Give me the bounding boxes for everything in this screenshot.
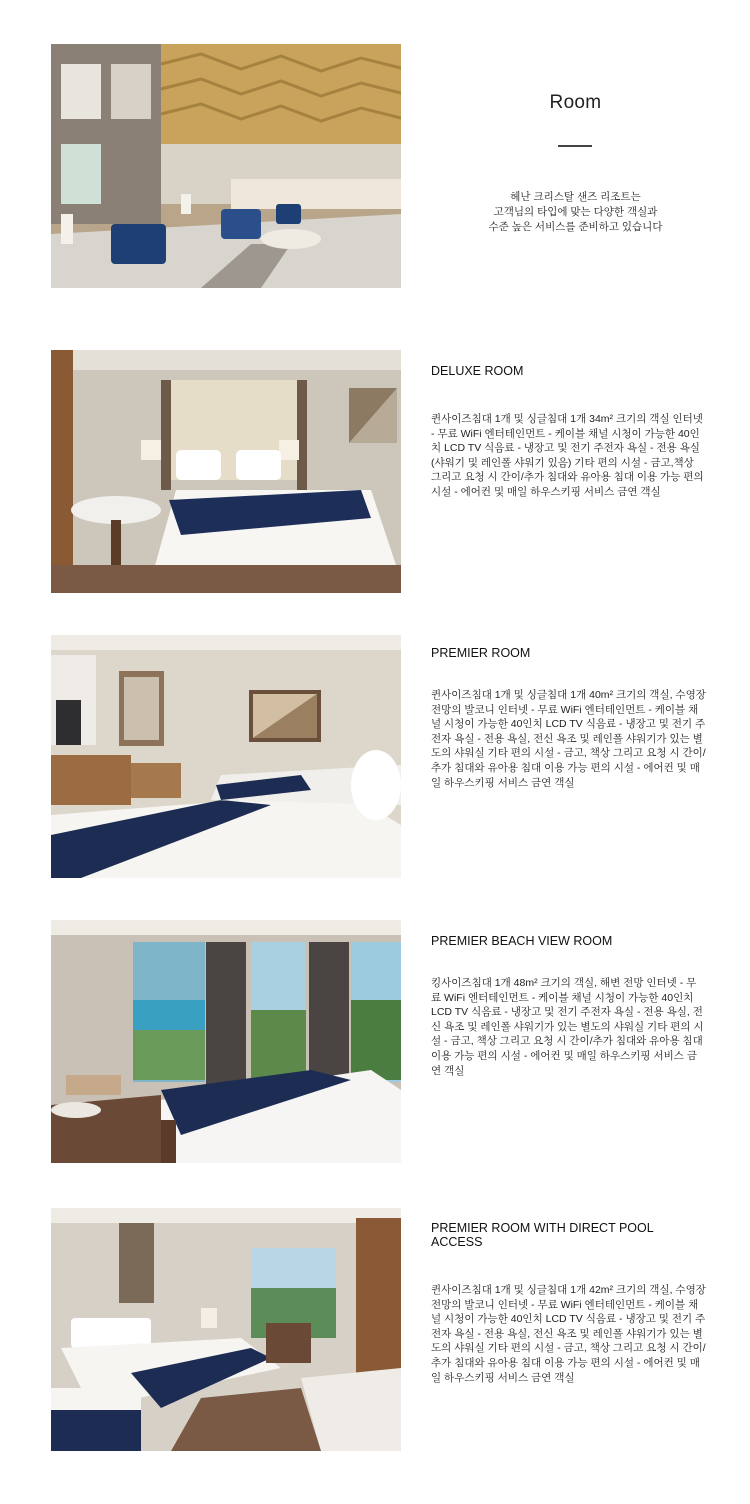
room-description: 퀸사이즈침대 1개 및 싱글침대 1개 34m² 크기의 객실 인터넷 - 무료 WiFi 엔터테인먼트 - 케이블 채널 시청이 가능한 40인치 LCD TV 식음료 - 냉장고 및 전기 주전자 욕실 - 전용 욕실(샤워기 및 레인폴 샤워기 있음) 기타 편의 시설 - 금고,책상 그리고 요청 시 간이/추가 침대와 유아용 침대 이용 가능 편의 시설 - 에어컨 및 매일 하우스키핑 서비스 금연 객실	[431, 413, 704, 498]
premier-beach-view-room-photo	[51, 920, 401, 1163]
intro-description	[401, 190, 750, 235]
page-title: Room	[549, 92, 602, 113]
room-info-deluxe	[431, 364, 706, 500]
room-title: DELUXE ROOM	[431, 364, 524, 378]
lobby-photo	[51, 44, 401, 288]
room-title: PREMIER ROOM WITH DIRECT POOL ACCESS	[431, 1221, 654, 1249]
room-description: 킹사이즈침대 1개 48m² 크기의 객실, 해변 전망 인터넷 - 무료 WiFi 엔터테인먼트 - 케이블 채널 시청이 가능한 40인치 LCD TV 식음료 - 냉장고 및 전기 주전자 욕실 - 전용 욕실, 전신 욕조 및 레인폴 샤워기가 있는 별도의 샤워실 기타 편의 시설 - 금고, 책상 그리고 요청 시 간이/추가 침대와 유아용 침대 이용 가능 편의 시설 - 에어컨 및 매일 하우스키핑 서비스 금연 객실	[431, 977, 704, 1077]
room-info-beach-view	[431, 934, 706, 1078]
title-divider	[558, 145, 592, 147]
intro-line: 헤난 크리스탈 샌즈 리조트는	[510, 191, 641, 203]
room-info-premier	[431, 646, 706, 790]
room-title: PREMIER BEACH VIEW ROOM	[431, 934, 613, 948]
room-description: 퀸사이즈침대 1개 및 싱글침대 1개 40m² 크기의 객실, 수영장 전망의 발코니 인터넷 - 무료 WiFi 엔터테인먼트 - 케이블 채널 시청이 가능한 40인치 LCD TV 식음료 - 냉장고 및 전기 주전자 욕실 - 전용 욕실, 전신 욕조 및 레인폴 샤워기가 있는 별도의 샤워실 기타 편의 시설 - 금고, 책상 그리고 요청 시 간이/추가 침대와 유아용 침대 이용 가능 편의 시설 - 에어컨 및 매일 하우스키핑 서비스 금연 객실	[431, 689, 706, 789]
intro-section	[401, 44, 750, 288]
premier-room-photo	[51, 635, 401, 878]
room-info-pool-access	[431, 1221, 706, 1385]
room-description: 퀸사이즈침대 1개 및 싱글침대 1개 42m² 크기의 객실, 수영장 전망의 발코니 인터넷 - 무료 WiFi 엔터테인먼트 - 케이블 채널 시청이 가능한 40인치 LCD TV 식음료 - 냉장고 및 전기 주전자 욕실 - 전용 욕실, 전신 욕조 및 레인폴 샤워기가 있는 별도의 샤워실 기타 편의 시설 - 금고, 책상 그리고 요청 시 간이/추가 침대와 유아용 침대 이용 가능 편의 시설 - 에어컨 및 매일 하우스키핑 서비스 금연 객실	[431, 1284, 706, 1384]
intro-line: 고객님의 타입에 맞는 다양한 객실과	[493, 206, 658, 218]
intro-line: 수준 높은 서비스를 준비하고 있습니다	[488, 221, 663, 233]
premier-pool-access-room-photo	[51, 1208, 401, 1451]
room-title: PREMIER ROOM	[431, 646, 531, 660]
deluxe-room-photo	[51, 350, 401, 593]
